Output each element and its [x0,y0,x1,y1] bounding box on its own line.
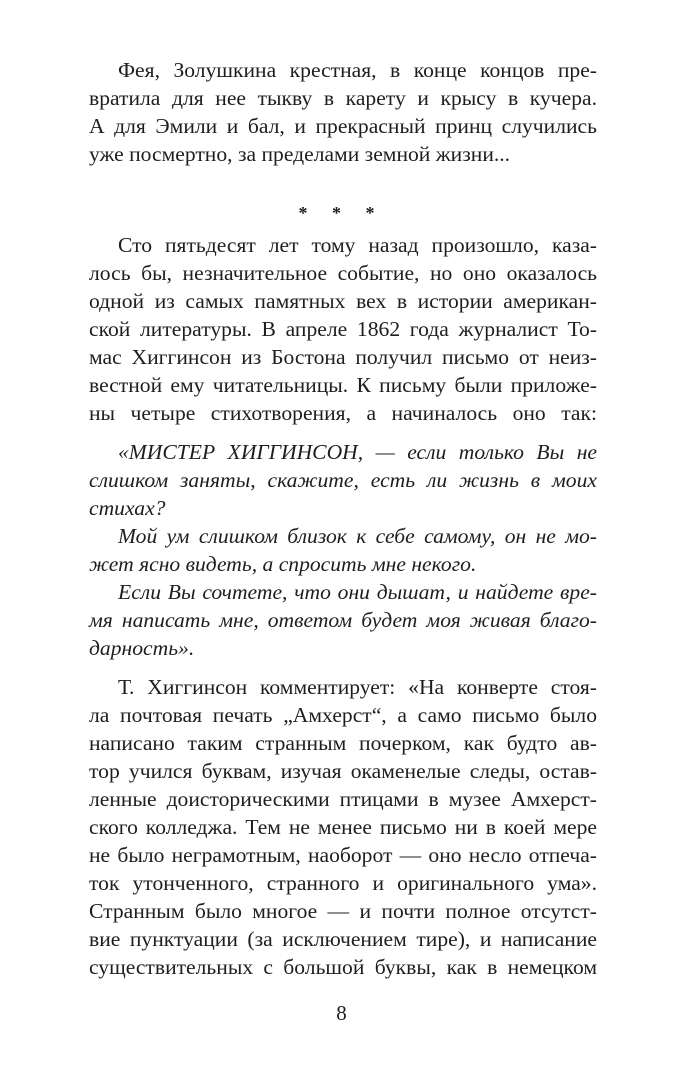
quote-line: стихах? [89,496,166,520]
text-line: Фея, Золушкина крестная, в конце концов пре- [118,58,597,82]
text-line: мас Хиггинсон из Бостона получил письмо от неиз- [89,345,597,369]
text-line: не было неграмотным, наоборот — оно несло отпеча- [89,843,597,867]
text-line: ток утонченного, странного и оригинального ума». [89,871,597,895]
text-line: тор учился буквам, изучая окаменелые следы, остав- [89,759,597,783]
text-line: А для Эмили и бал, и прекрасный принц случились [89,114,597,138]
text-line: Сто пятьдесят лет тому назад произошло, каза- [118,233,597,257]
text-line: вие пунктуации (за исключением тире), и написание [89,927,597,951]
text-line: уже посмертно, за пределами земной жизни... [89,142,511,166]
quote-line: дарность». [89,636,195,660]
text-line: вратила для нее тыкву в карету и крысу в кучера. [89,86,597,110]
text-line: ленные доисторическими птицами в музее Амхерст- [89,787,597,811]
quote-line: Мой ум слишком близок к себе самому, он не мо- [118,524,597,548]
quote-line: слишком заняты, скажите, есть ли жизнь в моих [89,468,597,492]
quote-line: мя написать мне, ответом будет моя живая благо- [89,608,597,632]
text-line: ны четыре стихотворения, а начиналось оно так: [89,401,597,425]
text-line: ла почтовая печать „Амхерст“, а само письмо было [89,703,597,727]
text-line: вестной ему читательницы. К письму были приложе- [89,373,597,397]
text-line: лось бы, незначительное событие, но оно оказалось [89,261,597,285]
text-line: существительных с большой буквы, как в немецком [89,955,597,979]
text-line: ского колледжа. Тем не менее письмо ни в коей мере [89,815,597,839]
quote-line: жет ясно видеть, а спросить мне некого. [89,552,477,576]
text-line: Странным было многое — и почти полное отсутст- [89,899,597,923]
text-line: ской литературы. В апреле 1862 года журналист То- [89,317,597,341]
text-line: Т. Хиггинсон комментирует: «На конверте стоя- [118,675,597,699]
quote-line: Если Вы сочтете, что они дышат, и найдете вре- [118,580,597,604]
text-line: написано таким странным почерком, как будто ав- [89,731,597,755]
section-separator: * * * [298,203,385,223]
quote-line: «МИСТЕР ХИГГИНСОН, — если только Вы не [118,440,597,464]
page-number: 8 [336,1001,347,1025]
text-line: одной из самых памятных вех в истории американ- [89,289,597,313]
